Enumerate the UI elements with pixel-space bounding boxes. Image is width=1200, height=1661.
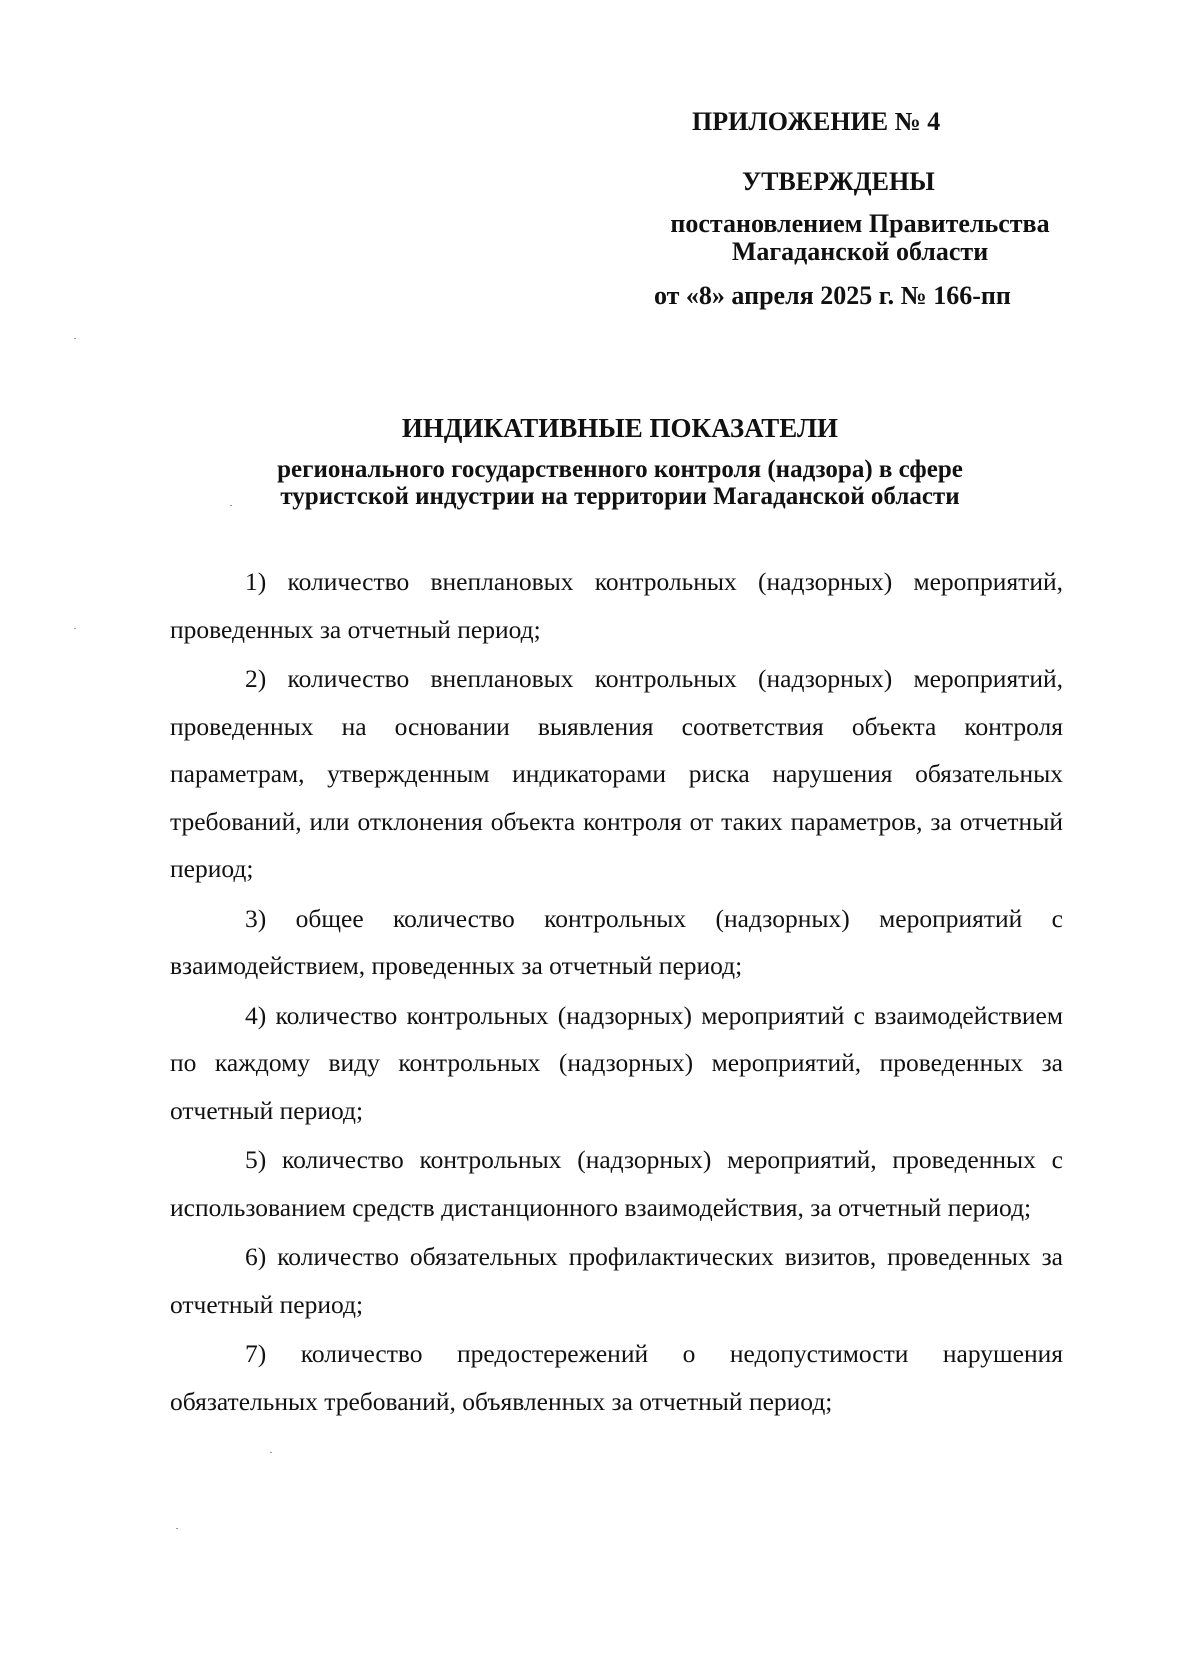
document-subtitle-line-1: регионального государственного контроля (надзора) в сфере: [277, 456, 963, 483]
document-subtitle-line-2: туристской индустрии на территории Магаданской области: [280, 483, 960, 510]
indicator-item-3: 3) общее количество контрольных (надзорных) мероприятий с взаимодействием, проведенных за отчетный период;: [170, 903, 1063, 980]
indicator-item-7: 7) количество предостережений о недопустимости нарушения обязательных требований, объявленных за отчетный период;: [170, 1339, 1063, 1416]
scan-speck: [74, 628, 76, 629]
scan-speck: [74, 338, 76, 339]
decree-reference: постановлением Правительства Магаданской области: [670, 209, 1050, 266]
approved-heading: УТВЕРЖДЕНЫ: [742, 167, 935, 196]
indicator-list: [170, 558, 1063, 1425]
indicator-item-4: 4) количество контрольных (надзорных) мероприятий с взаимодействием по каждому виду контрольных (надзорных) мероприятий, проведенных за отчетный период;: [170, 1000, 1063, 1125]
indicator-item-2: 2) количество внеплановых контрольных (надзорных) мероприятий, проведенных на основании выявления соответствия объекта контроля параметрам, утвержденным индикаторами риска нарушения обязательных требований, или отклонения объекта контроля от таких параметров, за отчетный период;: [170, 664, 1063, 883]
document-title: ИНДИКАТИВНЫЕ ПОКАЗАТЕЛИ: [401, 413, 839, 443]
appendix-heading: ПРИЛОЖЕНИЕ № 4: [692, 107, 941, 136]
scan-speck: [176, 1528, 178, 1529]
scan-speck: [270, 1452, 272, 1453]
indicator-item-5: 5) количество контрольных (надзорных) мероприятий, проведенных с использованием средств дистанционного взаимодействия, за отчетный период;: [170, 1145, 1063, 1222]
scan-speck: [230, 505, 232, 506]
indicator-item-6: 6) количество обязательных профилактических визитов, проведенных за отчетный период;: [170, 1242, 1063, 1319]
decree-date: от «8» апреля 2025 г. № 166-пп: [654, 281, 1011, 310]
indicator-item-1: 1) количество внеплановых контрольных (надзорных) мероприятий, проведенных за отчетный период;: [170, 567, 1063, 644]
document-title-block: [220, 412, 1020, 510]
